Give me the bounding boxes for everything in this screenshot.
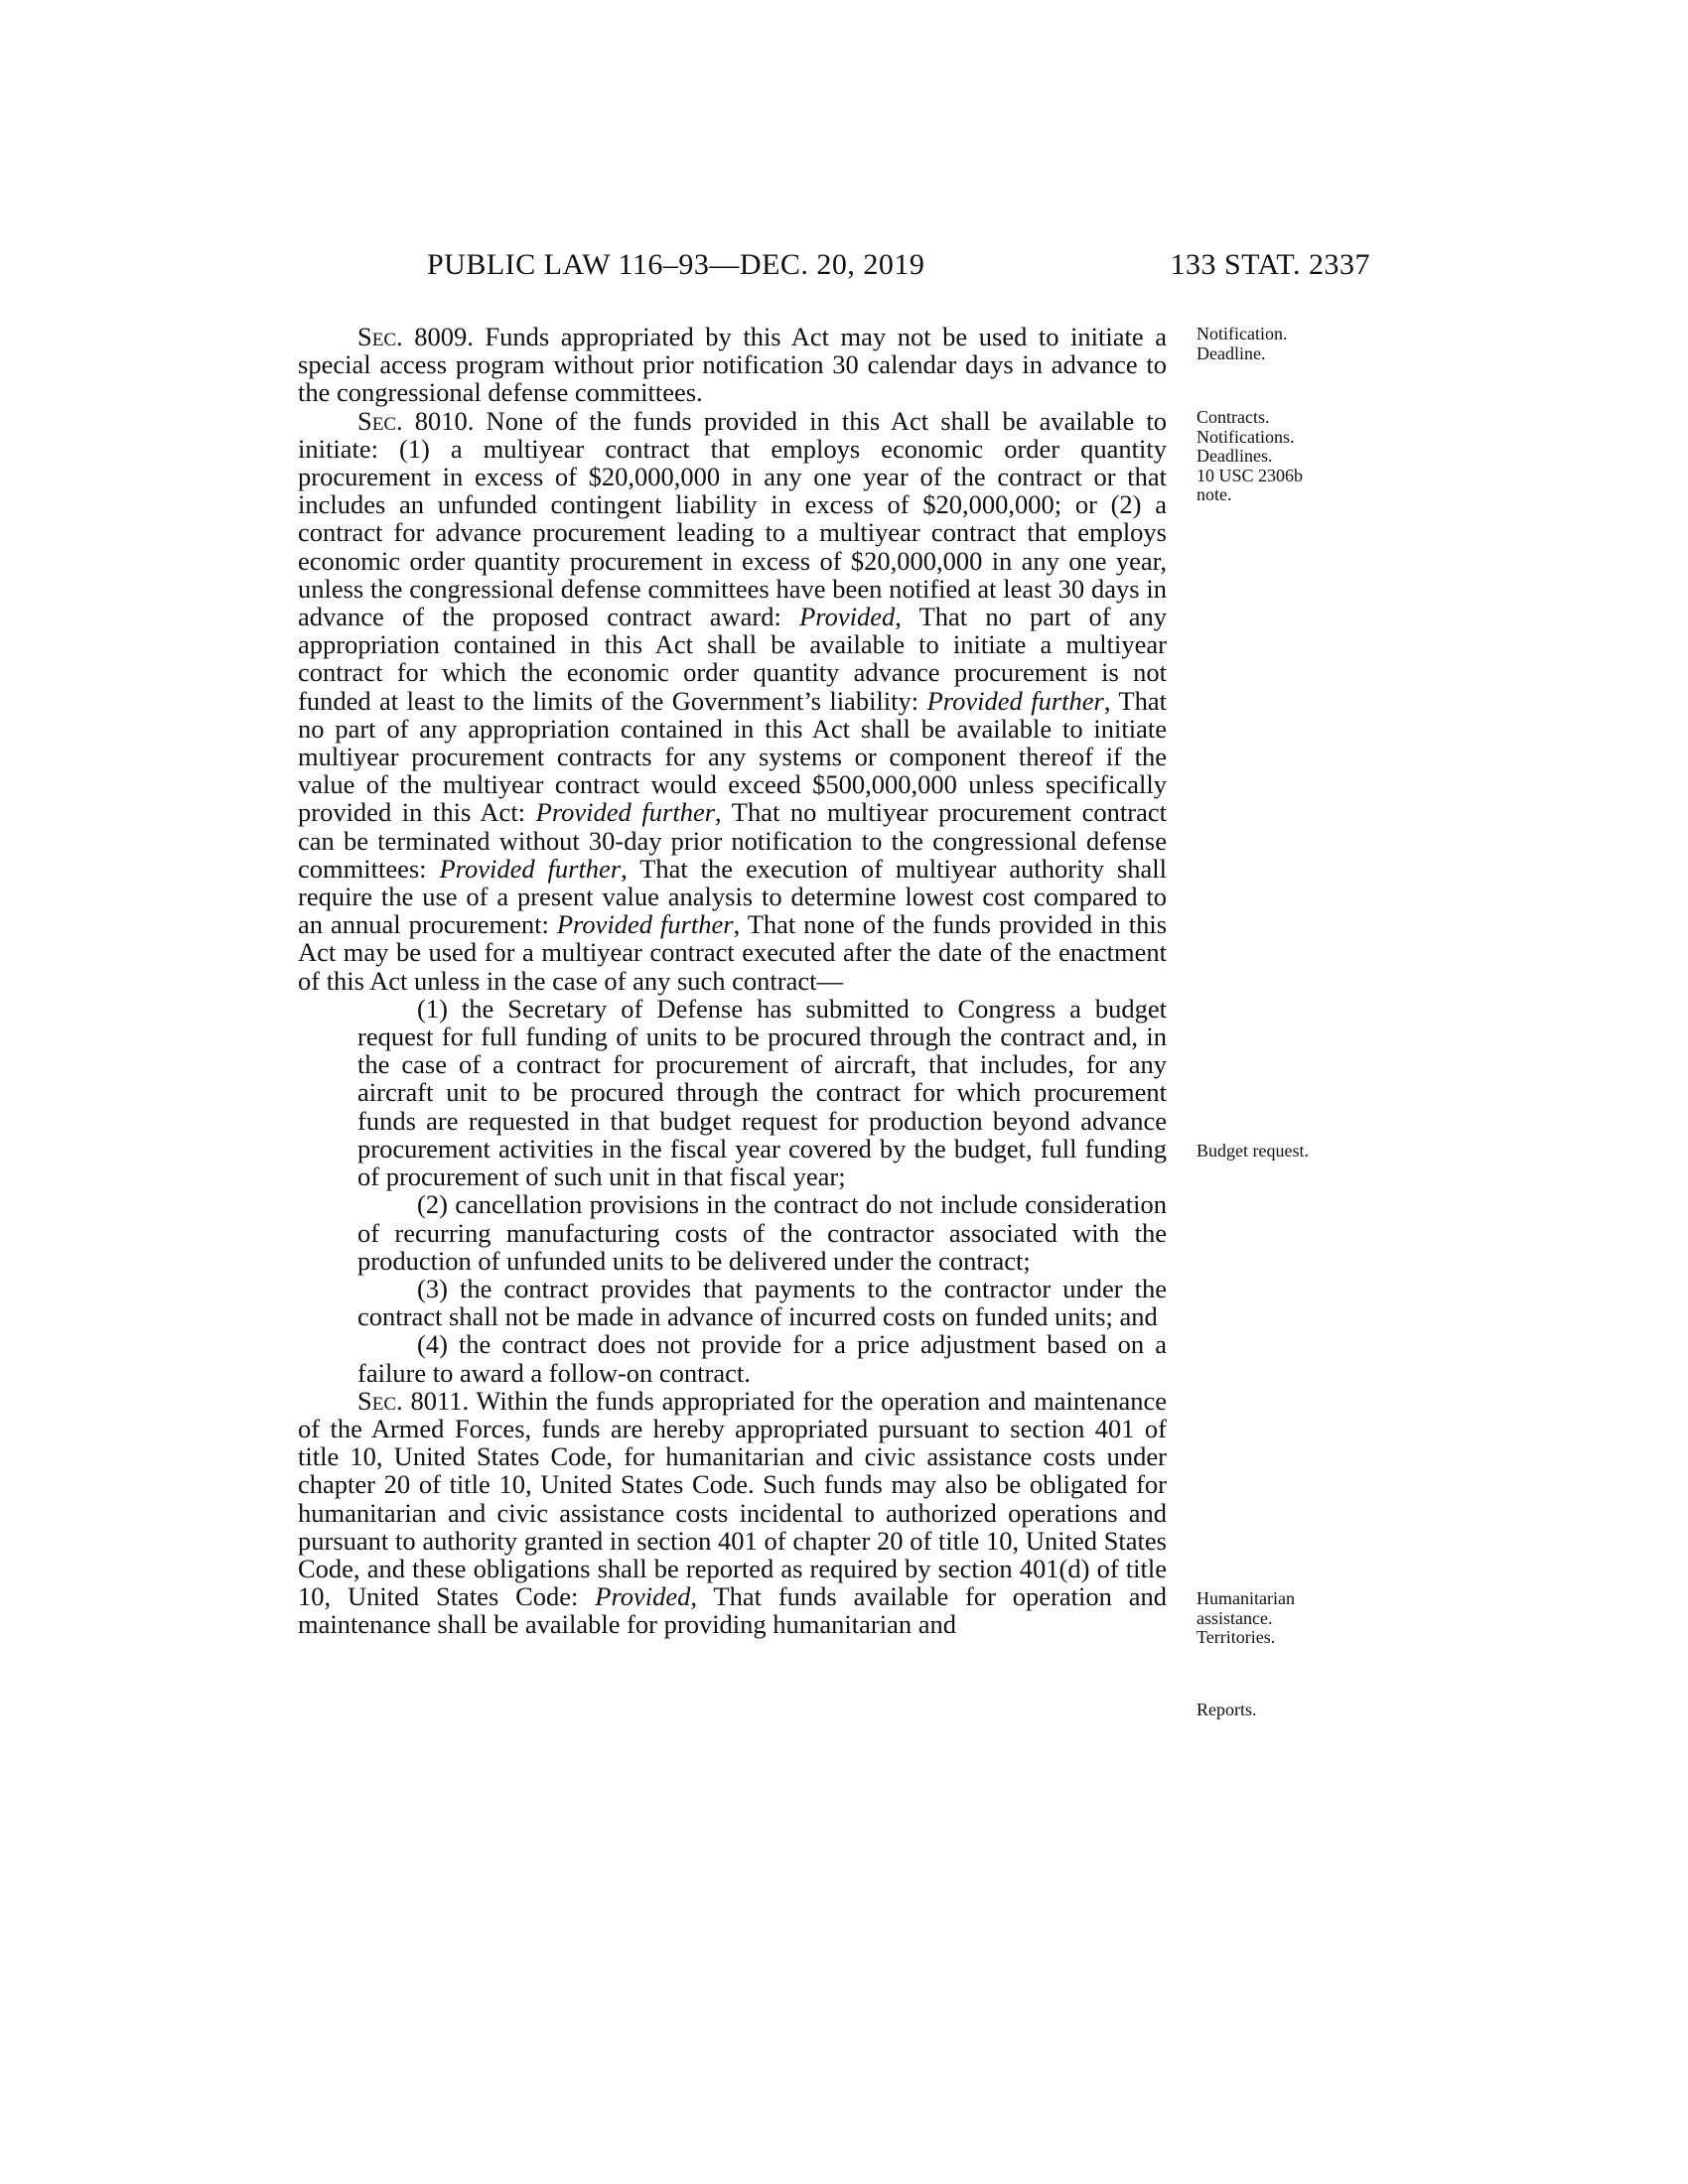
margin-note-humanitarian [1196, 1589, 1375, 1648]
margin-note-line: Notifications. [1196, 426, 1295, 447]
section-text: 8011. Within the funds appropriated for the operation and maintenance of the Armed Forces, funds are hereby appropriated pursuant to section 401 of title 10, United States Code, for humanitarian and civic assistance costs under chapter 20 of title 10, United States Code. Such funds may also be obligated for humanitarian and civic assistance costs incidental to authorized operations and pursuant to authority granted in section 401 of chapter 20 of title 10, United States Code, and these obligations shall be reported as required by section 401(d) of title 10, United States Code: [298, 1385, 1167, 1612]
section-text: , That the execution of multiyear authority shall require the use of a present value analysis to determine lowest cost compared to an annual procurement: [298, 853, 1167, 940]
margin-note-line: Contracts. [1196, 407, 1270, 427]
proviso: Provided further [556, 909, 734, 940]
statute-page-number: 133 STAT. 2337 [1170, 248, 1370, 281]
list-item: (3) the contract provides that payments to the contractor under the contract shall not be made in advance of incurred costs on funded units; and [357, 1273, 1167, 1332]
page-header [298, 248, 1370, 288]
list-item: (2) cancellation provisions in the contract do not include consideration of recurring manufacturing costs of the contractor associated with the production of unfunded units to be delivered under the contract; [357, 1189, 1167, 1276]
sec-label: Sec. [357, 322, 403, 351]
section-text: 8009. Funds appropriated by this Act may not be used to initiate a special access program without prior notification 30 calendar days in advance to the congressional defense committees. [298, 322, 1167, 408]
section-text: , That no part of any appropriation contained in this Act shall be available to initiate a multiyear contract for which the economic order quantity advance procurement is not funded at least to the limits of the Government’s liability: [298, 602, 1167, 716]
margin-note-line: Notification. [1196, 324, 1288, 343]
margin-note-line: Budget request. [1196, 1141, 1309, 1160]
margin-note-contracts [1196, 408, 1375, 505]
margin-note-line: assistance. [1196, 1607, 1273, 1628]
section-text: , That none of the funds provided in this Act may be used for a multiyear contract executed after the date of the enactment of this Act unless in the case of any such contract— [298, 909, 1168, 996]
list-item: (1) the Secretary of Defense has submitted to Congress a budget request for full funding of units to be procured through the contract and, in the case of a contract for procurement of aircraft, that includes, for any aircraft unit to be procured through the contract for which procurement funds are requested in that budget request for production beyond advance procurement activities in the fiscal year covered by the budget, full funding of procurement of such unit in that fiscal year; [357, 993, 1167, 1192]
proviso: Provided further [439, 853, 622, 884]
section-8011 [298, 1387, 1167, 1639]
sec-label: Sec. [357, 1385, 403, 1416]
margin-note-line: 10 USC 2306b [1196, 465, 1304, 485]
sec-label: Sec. [357, 405, 403, 436]
margin-note-line: Reports. [1196, 1700, 1257, 1719]
main-text [298, 323, 1167, 1639]
section-text: 8010. None of the funds provided in this Act shall be available to initiate: (1) a multiyear contract that employs economic order quantity procurement in excess of $20,000,000 in any one year of the contract or that includes an unfunded contingent liability in excess of $20,000,000; or (2) a contract for advance procurement leading to a multiyear contract that employs economic order quantity procurement in excess of $20,000,000 in any one year, unless the congressional defense committees have been notified at least 30 days in advance of the proposed contract award: [298, 405, 1167, 632]
proviso: Provided further [926, 685, 1104, 716]
section-8009 [298, 323, 1167, 407]
margin-note-line: note. [1196, 484, 1232, 504]
section-text: , That no part of any appropriation contained in this Act shall be available to initiate multiyear procurement contracts for any systems or component thereof if the value of the multiyear contract would exceed $500,000,000 unless specifically provided in this Act: [298, 685, 1167, 828]
margin-note-line: Territories. [1196, 1627, 1276, 1647]
section-text: , That funds available for operation and maintenance shall be available for providing humanitarian and [298, 1581, 1167, 1640]
section-8010 [298, 407, 1167, 995]
public-law-title: PUBLIC LAW 116–93—DEC. 20, 2019 [427, 248, 925, 281]
list-item: (4) the contract does not provide for a price adjustment based on a failure to award a follow-on contract. [357, 1329, 1167, 1388]
proviso: Provided [595, 1581, 691, 1612]
margin-note-line: Deadline. [1196, 342, 1266, 363]
margin-note-notification [1196, 325, 1375, 363]
margin-note-line: Humanitarian [1196, 1588, 1295, 1608]
proviso: Provided further [535, 797, 716, 828]
section-text: , That no multiyear procurement contract can be terminated without 30-day prior notification to the congressional defense committees: [298, 797, 1168, 884]
margin-note-reports [1196, 1701, 1375, 1720]
margin-note-line: Deadlines. [1196, 446, 1273, 466]
margin-note-budget-request [1196, 1142, 1375, 1161]
proviso: Provided [799, 602, 896, 632]
